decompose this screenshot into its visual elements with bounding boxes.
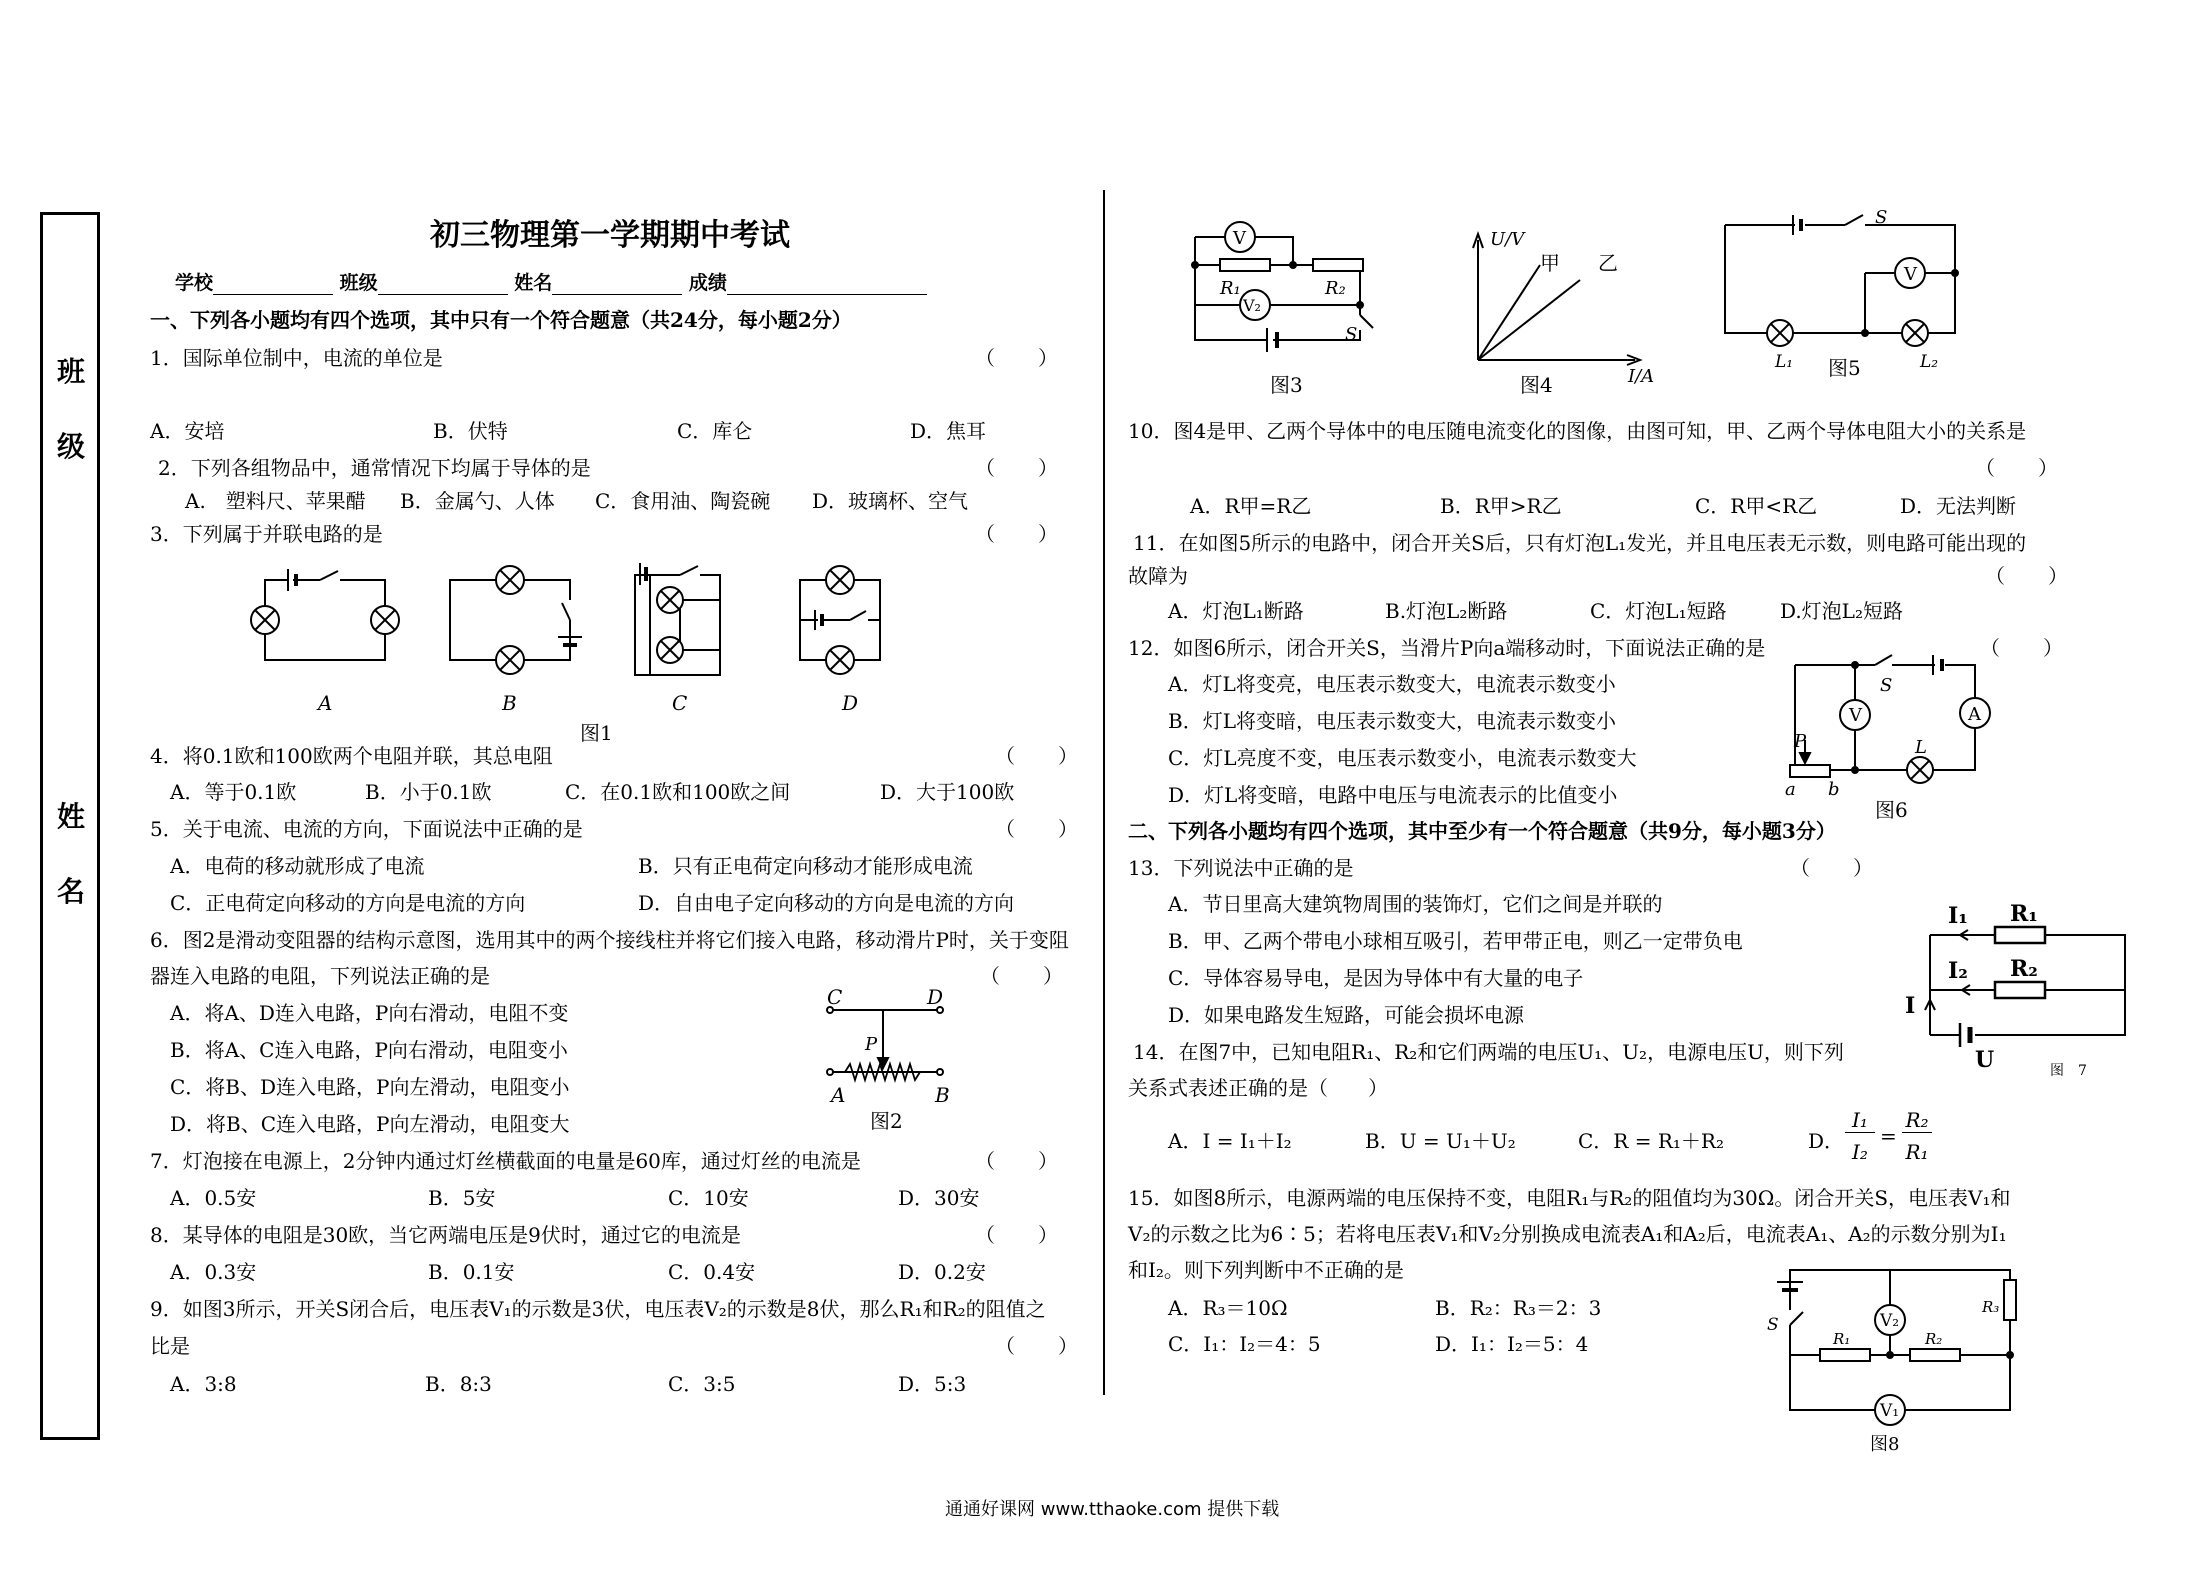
q13-option-a: A．节日里高大建筑物周围的装饰灯，它们之间是并联的 xyxy=(1168,892,1663,916)
q2-option-c: C．食用油、陶瓷碗 xyxy=(595,489,771,513)
figure-3-circuit xyxy=(1185,210,1415,410)
q9-option-a: A．3:8 xyxy=(170,1372,237,1396)
q12-option-d: D．灯L将变暗，电路中电压与电流表示的比值变小 xyxy=(1168,783,1618,807)
q13-option-d: D．如果电路发生短路，可能会损坏电源 xyxy=(1168,1003,1525,1027)
fig2-label-d: D xyxy=(927,985,944,1009)
figure-5-circuit xyxy=(1715,205,1975,385)
q1-option-b: B．伏特 xyxy=(433,419,508,443)
fig4-caption: 图4 xyxy=(1520,373,1553,397)
q14-option-a: A．I = I₁＋I₂ xyxy=(1168,1129,1292,1153)
q8-option-a: A．0.3安 xyxy=(170,1260,257,1284)
q14-equals: = xyxy=(1880,1124,1897,1148)
q13-stem: 13．下列说法中正确的是 xyxy=(1128,856,1354,880)
q9-option-b: B．8:3 xyxy=(425,1372,492,1396)
q9-answer[interactable]: （ ） xyxy=(995,1334,1079,1358)
fig2-label-c: C xyxy=(827,985,843,1009)
fig8-voltmeter-v1: V₁ xyxy=(1880,1401,1900,1421)
fig8-voltmeter-v2: V₂ xyxy=(1880,1311,1900,1331)
q13-option-c: C．导体容易导电，是因为导体中有大量的电子 xyxy=(1168,966,1584,990)
q7-option-b: B．5安 xyxy=(428,1186,496,1210)
q2-option-b: B．金属勺、人体 xyxy=(400,489,555,513)
q10-stem: 10．图4是甲、乙两个导体中的电压随电流变化的图像，由图可知，甲、乙两个导体电阻大小的关系是 xyxy=(1128,419,2027,443)
fig3-voltmeter-v1: V xyxy=(1233,228,1246,249)
q5-option-b: B．只有正电荷定向移动才能形成电流 xyxy=(638,854,973,878)
fig1-label-d: D xyxy=(842,691,859,715)
q13-option-b: B．甲、乙两个带电小球相互吸引，若甲带正电，则乙一定带负电 xyxy=(1168,929,1743,953)
q11-stem-line1: 11．在如图5所示的电路中，闭合开关S后，只有灯泡L₁发光，并且电压表无示数，则电路可能出现的 xyxy=(1133,531,2027,555)
school-label: 学校 xyxy=(175,272,214,294)
q15-option-b: B．R₂：R₃＝2：3 xyxy=(1435,1296,1602,1320)
school-blank[interactable] xyxy=(213,276,333,295)
score-blank[interactable] xyxy=(727,276,927,295)
q15-stem-line1: 15．如图8所示，电源两端的电压保持不变，电阻R₁与R₂的阻值均为30Ω。闭合开关S，电压表V₁和 xyxy=(1128,1186,2011,1210)
q1-option-a: A．安培 xyxy=(150,419,225,443)
q13-answer[interactable]: （ ） xyxy=(1790,856,1874,880)
q15-option-a: A．R₃＝10Ω xyxy=(1168,1296,1288,1320)
q11-option-a: A．灯泡L₁断路 xyxy=(1168,599,1304,623)
fig4-line-yi: 乙 xyxy=(1598,251,1618,275)
fig8-label-r2: R₂ xyxy=(1925,1330,1943,1348)
header-fields xyxy=(175,268,927,295)
column-divider xyxy=(1103,190,1105,1395)
section2-heading: 二、下列各小题均有四个选项，其中至少有一个符合题意（共9分，每小题3分） xyxy=(1128,819,1836,843)
q5-stem: 5．关于电流、电流的方向，下面说法中正确的是 xyxy=(150,817,583,841)
q11-answer[interactable]: （ ） xyxy=(1985,564,2069,588)
fig8-caption: 图8 xyxy=(1870,1434,1900,1455)
q2-option-a: A. 塑料尺、苹果醋 xyxy=(185,489,366,513)
score-label: 成绩 xyxy=(688,272,727,294)
q5-answer[interactable]: （ ） xyxy=(995,817,1079,841)
q15-stem-line2: V₂的示数之比为6∶5；若将电压表V₁和V₂分别换成电流表A₁和A₂后，电流表A₁、A₂的示数分别为I₁ xyxy=(1128,1222,2007,1246)
figure-2-rheostat xyxy=(815,985,975,1133)
fig6-label-l: L xyxy=(1915,737,1927,758)
fig4-line-jia: 甲 xyxy=(1540,251,1560,275)
q4-option-b: B．小于0.1欧 xyxy=(365,780,492,804)
fig3-label-r2: R₂ xyxy=(1325,278,1346,299)
q10-answer[interactable]: （ ） xyxy=(1975,456,2059,480)
fig1-caption: 图1 xyxy=(580,721,613,745)
fig7-label-u: U xyxy=(1975,1047,1995,1073)
q10-option-d: D．无法判断 xyxy=(1900,494,2017,518)
fig3-label-s: S xyxy=(1345,324,1358,345)
fig7-label-i: I xyxy=(1905,993,1916,1019)
fig6-label-b: b xyxy=(1828,779,1840,800)
q7-answer[interactable]: （ ） xyxy=(975,1149,1059,1173)
q12-option-b: B．灯L将变暗，电压表示数变大，电流表示数变小 xyxy=(1168,709,1616,733)
q5-option-a: A．电荷的移动就形成了电流 xyxy=(170,854,425,878)
q14-stem-line2: 关系式表述正确的是（ ） xyxy=(1128,1076,1388,1100)
name-blank[interactable] xyxy=(552,276,682,295)
fig2-label-a: A xyxy=(831,1083,846,1107)
fig6-label-s: S xyxy=(1880,675,1893,696)
q1-option-d: D．焦耳 xyxy=(910,419,987,443)
fig5-label-l1: L₁ xyxy=(1775,352,1794,372)
q10-option-a: A．R甲=R乙 xyxy=(1190,494,1312,518)
fig4-axis-x: I/A xyxy=(1628,366,1655,387)
q6-option-a: A．将A、D连入电路，P向右滑动，电阻不变 xyxy=(170,1001,569,1025)
q12-option-a: A．灯L将变亮，电压表示数变大，电流表示数变小 xyxy=(1168,672,1616,696)
q4-answer[interactable]: （ ） xyxy=(995,744,1079,768)
q14-option-c: C．R = R₁＋R₂ xyxy=(1578,1129,1724,1153)
q6-option-c: C．将B、D连入电路，P向左滑动，电阻变小 xyxy=(170,1075,570,1099)
q9-option-c: C．3:5 xyxy=(668,1372,736,1396)
fig6-voltmeter: V xyxy=(1849,705,1862,726)
fig5-label-l2: L₂ xyxy=(1920,352,1939,372)
q1-stem: 1．国际单位制中，电流的单位是 xyxy=(150,346,443,370)
section1-heading: 一、下列各小题均有四个选项，其中只有一个符合题意（共24分，每小题2分） xyxy=(150,308,852,332)
q12-option-c: C．灯L亮度不变，电压表示数变小，电流表示数变大 xyxy=(1168,746,1637,770)
figure-7-circuit xyxy=(1900,895,2150,1080)
name-field-label: 姓名 xyxy=(514,272,553,294)
fig7-label-i1: I₁ xyxy=(1948,903,1968,929)
fig8-label-r3: R₃ xyxy=(1982,1298,2000,1316)
fig7-label-i2: I₂ xyxy=(1948,958,1968,984)
q6-stem-line1: 6．图2是滑动变阻器的结构示意图，选用其中的两个接线柱并将它们接入电路，移动滑片P时，关于变阻 xyxy=(150,928,1069,952)
q5-option-d: D．自由电子定向移动的方向是电流的方向 xyxy=(638,891,1015,915)
q6-option-d: D．将B、C连入电路，P向左滑动，电阻变大 xyxy=(170,1112,570,1136)
fig3-label-r1: R₁ xyxy=(1220,278,1241,299)
name-label-1: 姓 xyxy=(57,800,86,833)
q14-fraction-num-left: I₁ xyxy=(1845,1108,1875,1133)
page-title: 初三物理第一学期期中考试 xyxy=(430,218,790,253)
q8-option-c: C．0.4安 xyxy=(668,1260,756,1284)
q5-option-c: C．正电荷定向移动的方向是电流的方向 xyxy=(170,891,526,915)
q15-option-c: C．I₁：I₂＝4：5 xyxy=(1168,1332,1321,1356)
q1-option-c: C．库仑 xyxy=(677,419,753,443)
fig8-label-s: S xyxy=(1767,1315,1779,1335)
q6-answer[interactable]: （ ） xyxy=(980,964,1064,988)
fig8-label-r1: R₁ xyxy=(1833,1330,1851,1348)
q7-option-c: C．10安 xyxy=(668,1186,749,1210)
fig1-label-a: A xyxy=(318,691,333,715)
q11-stem-line2: 故障为 xyxy=(1128,564,1188,588)
fig7-label-r2: R₂ xyxy=(2010,956,2038,982)
q4-option-c: C．在0.1欧和100欧之间 xyxy=(565,780,791,804)
fig6-label-p: P xyxy=(1794,731,1807,752)
q8-answer[interactable]: （ ） xyxy=(975,1223,1059,1247)
fig2-caption: 图2 xyxy=(870,1109,903,1133)
q6-stem-line2: 器连入电路的电阻，下列说法正确的是 xyxy=(150,964,490,988)
class-field-label: 班级 xyxy=(339,272,378,294)
q14-fraction-den-left: I₂ xyxy=(1852,1140,1868,1164)
fig3-voltmeter-v2: V₂ xyxy=(1243,296,1261,315)
q7-stem: 7．灯泡接在电源上，2分钟内通过灯丝横截面的电量是60库，通过灯丝的电流是 xyxy=(150,1149,861,1173)
fig3-caption: 图3 xyxy=(1270,373,1303,397)
q4-option-d: D．大于100欧 xyxy=(880,780,1015,804)
q14-option-d: D． xyxy=(1808,1129,1845,1153)
q7-option-d: D．30安 xyxy=(898,1186,980,1210)
fig2-label-p: P xyxy=(865,1034,878,1055)
q4-option-a: A．等于0.1欧 xyxy=(170,780,297,804)
q10-option-b: B．R甲>R乙 xyxy=(1440,494,1562,518)
q14-fraction-den-right: R₁ xyxy=(1905,1140,1929,1164)
q3-answer[interactable]: （ ） xyxy=(975,522,1059,546)
q9-stem-line1: 9．如图3所示，开关S闭合后，电压表V₁的示数是3伏，电压表V₂的示数是8伏，那么R₁和R₂的阻值之 xyxy=(150,1297,1046,1321)
q11-option-c: C．灯泡L₁短路 xyxy=(1590,599,1727,623)
fig4-axis-y: U/V xyxy=(1490,229,1525,250)
q2-option-d: D．玻璃杯、空气 xyxy=(812,489,969,513)
q14-fraction-num-right: R₂ xyxy=(1902,1108,1932,1133)
figure-6-circuit xyxy=(1770,645,2010,825)
class-label-2: 级 xyxy=(57,430,86,463)
figure-4-graph xyxy=(1470,220,1670,405)
fig1-label-c: C xyxy=(672,691,688,715)
q1-answer[interactable]: （ ） xyxy=(975,346,1059,370)
fig6-ammeter: A xyxy=(1968,704,1981,725)
q11-option-d: D.灯泡L₂短路 xyxy=(1780,599,1903,623)
fig6-caption: 图6 xyxy=(1875,798,1908,822)
fig7-label-r1: R₁ xyxy=(2010,901,2038,927)
class-label-1: 班 xyxy=(57,355,86,388)
q8-option-b: B．0.1安 xyxy=(428,1260,515,1284)
q8-option-d: D．0.2安 xyxy=(898,1260,986,1284)
q12-stem: 12．如图6所示，闭合开关S，当滑片P向a端移动时，下面说法正确的是 xyxy=(1128,636,1766,660)
figure-8-circuit xyxy=(1765,1260,2025,1460)
q7-option-a: A．0.5安 xyxy=(170,1186,257,1210)
q14-stem-line1: 14．在图7中，已知电阻R₁、R₂和它们两端的电压U₁、U₂，电源电压U，则下列 xyxy=(1133,1040,1844,1064)
page-footer: 通通好课网 www.tthaoke.com 提供下载 xyxy=(945,1499,1280,1520)
q2-stem: 2．下列各组物品中，通常情况下均属于导体的是 xyxy=(158,456,591,480)
q2-answer[interactable]: （ ） xyxy=(975,456,1059,480)
q12-answer[interactable]: （ ） xyxy=(1980,636,2064,660)
q3-stem: 3．下列属于并联电路的是 xyxy=(150,522,383,546)
fig2-label-b: B xyxy=(935,1083,950,1107)
q8-stem: 8．某导体的电阻是30欧，当它两端电压是9伏时，通过它的电流是 xyxy=(150,1223,741,1247)
fig6-label-a: a xyxy=(1785,779,1796,800)
fig5-caption: 图5 xyxy=(1828,356,1861,380)
figure-1-circuits xyxy=(240,555,920,745)
class-blank[interactable] xyxy=(378,276,508,295)
q15-stem-line3: 和I₂。则下列判断中不正确的是 xyxy=(1128,1258,1404,1282)
name-label-2: 名 xyxy=(57,875,86,908)
q9-option-d: D．5:3 xyxy=(898,1372,967,1396)
q6-option-b: B．将A、C连入电路，P向右滑动，电阻变小 xyxy=(170,1038,568,1062)
q11-option-b: B.灯泡L₂断路 xyxy=(1385,599,1508,623)
q9-stem-line2: 比是 xyxy=(150,1334,190,1358)
fig1-label-b: B xyxy=(502,691,517,715)
fig5-voltmeter: V xyxy=(1904,264,1917,285)
fig7-caption: 图 7 xyxy=(2050,1063,2087,1079)
q14-option-b: B．U = U₁＋U₂ xyxy=(1365,1129,1516,1153)
q15-option-d: D．I₁：I₂＝5：4 xyxy=(1435,1332,1589,1356)
q4-stem: 4．将0.1欧和100欧两个电阻并联，其总电阻 xyxy=(150,744,553,768)
q10-option-c: C．R甲<R乙 xyxy=(1695,494,1818,518)
fig5-label-s: S xyxy=(1875,207,1888,228)
